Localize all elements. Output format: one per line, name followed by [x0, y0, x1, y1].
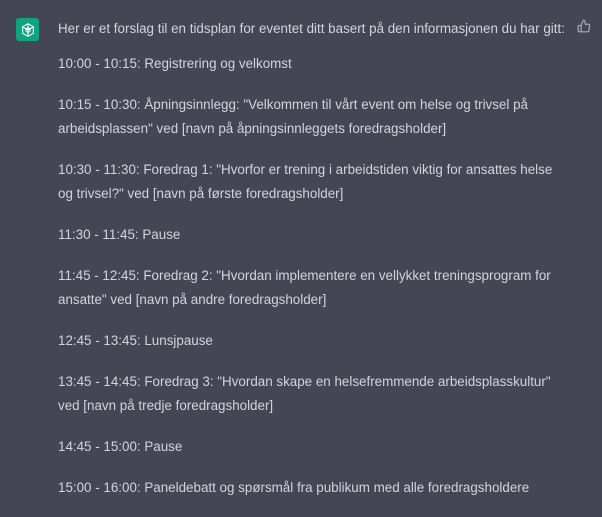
schedule-item: 11:45 - 12:45: Foredrag 2: "Hvordan implementere en vellykket treningsprogram for ansatte" ved [navn på andre foredragsholder] — [58, 268, 551, 307]
schedule-item: 11:30 - 11:45: Pause — [58, 227, 181, 242]
message-content — [58, 18, 570, 517]
openai-logo-icon — [16, 18, 39, 41]
message-intro: Her er et forslag til en tidsplan for eventet ditt basert på den informasjonen du har gitt: — [58, 21, 565, 36]
schedule-item: 10:00 - 10:15: Registrering og velkomst — [58, 56, 292, 71]
schedule-item: 15:00 - 16:00: Paneldebatt og spørsmål fra publikum med alle foredragsholdere — [58, 480, 530, 495]
thumbs-up-icon[interactable] — [576, 18, 592, 34]
schedule-item: 12:45 - 13:45: Lunsjpause — [58, 333, 213, 348]
schedule-item: 10:15 - 10:30: Åpningsinnlegg: "Velkommen til vårt event om helse og trivsel på arbeidsplassen" ved [navn på åpningsinnleggets foredragsholder] — [58, 97, 528, 136]
schedule-item: 14:45 - 15:00: Pause — [58, 439, 183, 454]
schedule-item: 10:30 - 11:30: Foredrag 1: "Hvorfor er trening i arbeidstiden viktig for ansattes helse og trivsel?" ved [navn på første foredragsholder] — [58, 162, 553, 201]
schedule-item: 13:45 - 14:45: Foredrag 3: "Hvordan skape en helsefremmende arbeidsplasskultur" ved [navn på tredje foredragsholder] — [58, 374, 551, 413]
